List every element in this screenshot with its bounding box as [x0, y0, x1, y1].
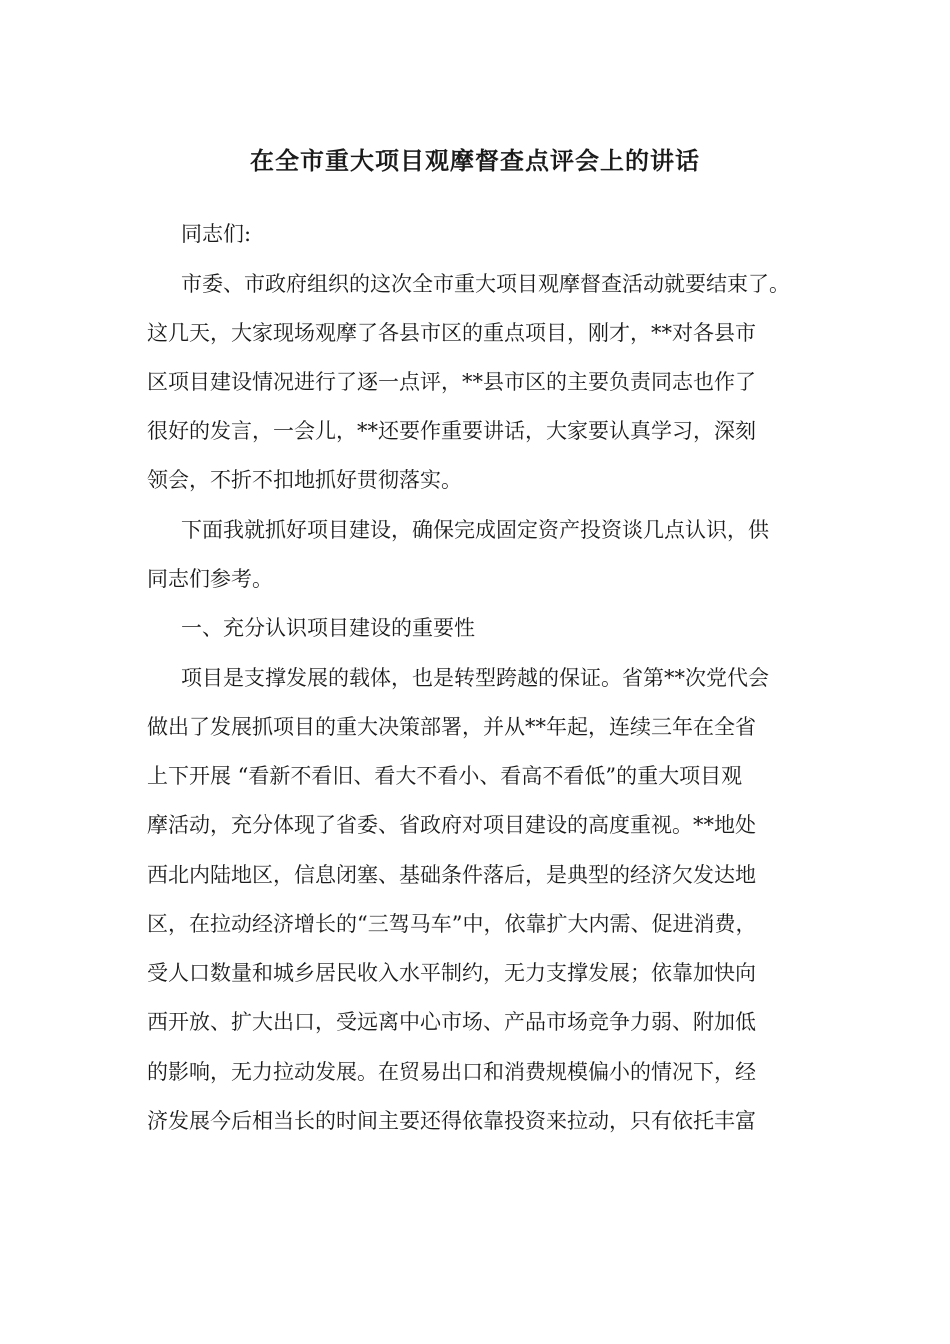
- paragraph-line: 领会，不折不扣地抓好贯彻落实。: [147, 468, 462, 492]
- paragraph-line: 受人口数量和城乡居民收入水平制约，无力支撑发展；依靠加快向: [147, 961, 756, 985]
- paragraph-line: 区，在拉动经济增长的“三驾马车”中，依靠扩大内需、促进消费，: [147, 912, 757, 936]
- paragraph-line: 济发展今后相当长的时间主要还得依靠投资来拉动，只有依托丰富: [147, 1109, 756, 1133]
- paragraph-line: 下面我就抓好项目建设，确保完成固定资产投资谈几点认识，供: [181, 518, 769, 542]
- paragraph-line: 很好的发言，一会儿，**还要作重要讲话，大家要认真学习，深刻: [147, 419, 756, 443]
- paragraph-line: 同志们参考。: [147, 567, 273, 591]
- paragraph-line: 做出了发展抓项目的重大决策部署，并从**年起，连续三年在全省: [147, 715, 756, 739]
- paragraph-line: 这几天，大家现场观摩了各县市区的重点项目，刚才，**对各县市: [147, 321, 756, 345]
- paragraph-line: 摩活动，充分体现了省委、省政府对项目建设的高度重视。**地处: [147, 813, 756, 837]
- document-title: 在全市重大项目观摩督查点评会上的讲话: [250, 147, 700, 175]
- paragraph-line: 市委、市政府组织的这次全市重大项目观摩督查活动就要结束了。: [181, 272, 790, 296]
- paragraph-line: 西开放、扩大出口，受远离中心市场、产品市场竞争力弱、附加低: [147, 1010, 756, 1034]
- paragraph-line: 项目是支撑发展的载体，也是转型跨越的保证。省第**次党代会: [181, 666, 769, 690]
- section-heading: 一、充分认识项目建设的重要性: [181, 616, 475, 640]
- paragraph-line: 区项目建设情况进行了逐一点评，**县市区的主要负责同志也作了: [147, 370, 756, 394]
- paragraph-line: 上下开展 “看新不看旧、看大不看小、看高不看低”的重大项目观: [147, 764, 743, 788]
- paragraph-line: 西北内陆地区，信息闭塞、基础条件落后，是典型的经济欠发达地: [147, 863, 756, 887]
- paragraph-line: 的影响，无力拉动发展。在贸易出口和消费规模偏小的情况下，经: [147, 1060, 756, 1084]
- salutation: 同志们:: [181, 222, 252, 246]
